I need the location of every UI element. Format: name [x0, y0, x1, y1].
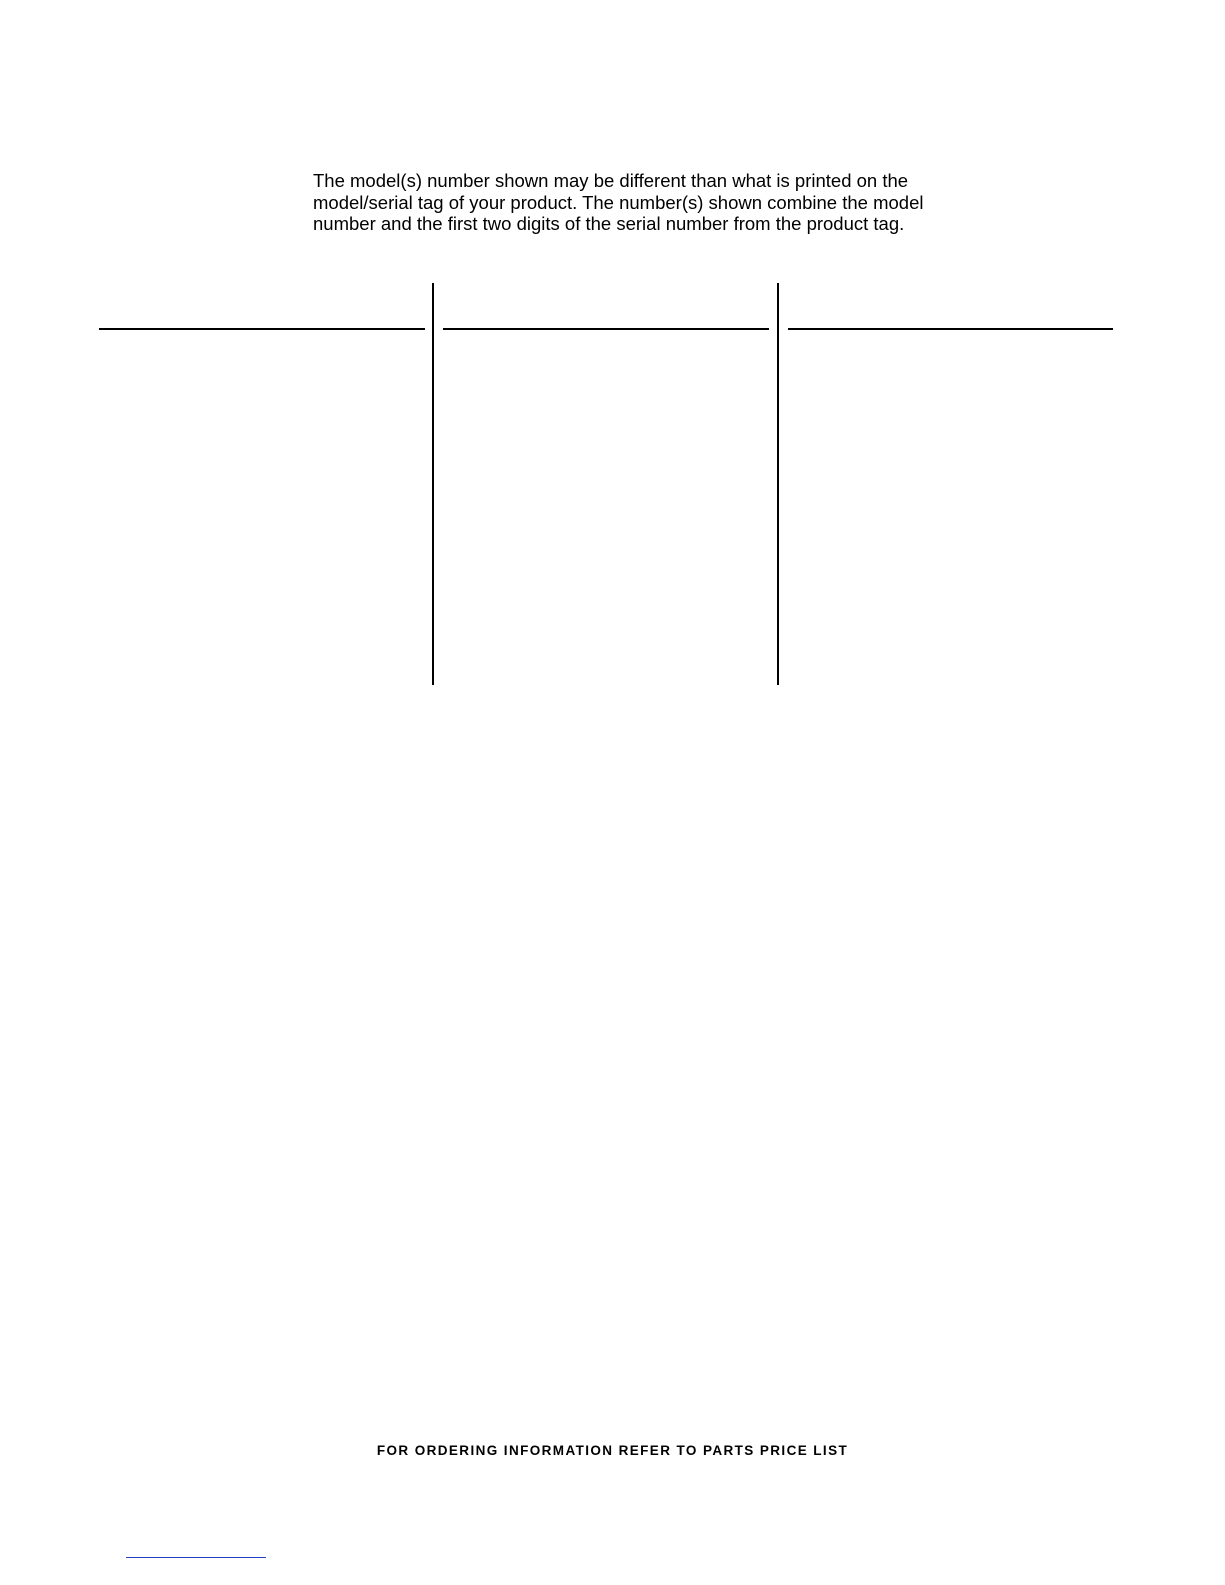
model-number-notice: [313, 170, 973, 235]
column-3-header-rule: [788, 328, 1113, 330]
notice-line-3: number and the first two digits of the serial number from the product tag.: [313, 213, 905, 234]
notice-line-1: The model(s) number shown may be different than what is printed on the: [313, 170, 909, 191]
column-2-header-rule: [443, 328, 769, 330]
ordering-information-note: FOR ORDERING INFORMATION REFER TO PARTS PRICE LIST: [376, 1443, 849, 1458]
column-1-header-rule: [99, 328, 425, 330]
column-divider-2: [777, 283, 779, 685]
notice-line-2: model/serial tag of your product. The number(s) shown combine the model: [313, 191, 924, 213]
column-divider-1: [432, 283, 434, 685]
bottom-rule: [126, 1557, 266, 1558]
